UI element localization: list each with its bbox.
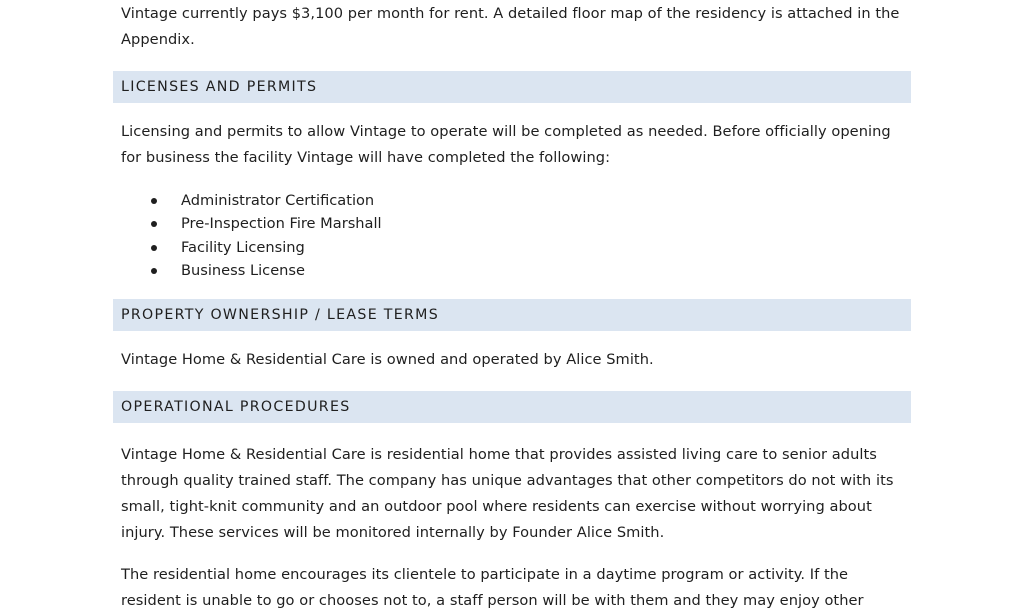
rent-paragraph: Vintage currently pays $3,100 per month for rent. A detailed floor map of the residency is attached in the Appendix. [121, 5, 900, 48]
operations-heading-band [113, 391, 911, 423]
ownership-heading-band [113, 299, 911, 331]
ownership-paragraph: Vintage Home & Residential Care is owned and operated by Alice Smith. [121, 351, 654, 368]
list-item: Pre-Inspection Fire Marshall [121, 212, 382, 235]
operations-paragraph: Vintage Home & Residential Care is residential home that provides assisted living care to senior adults through quality trained staff. The company has unique advantages that other competitors do not with its small, tight-knit community and an outdoor pool where residents can exercise without worrying about injury. These services will be monitored internally by Founder Alice Smith. [121, 446, 894, 541]
licenses-intro-paragraph: Licensing and permits to allow Vintage to operate will be completed as needed. Before officially opening for business the facility Vintage will have completed the following: [121, 123, 891, 166]
ownership-heading: PROPERTY OWNERSHIP / LEASE TERMS [121, 307, 439, 323]
list-item: Business License [121, 259, 382, 282]
list-item: Administrator Certification [121, 189, 382, 212]
licenses-heading-band [113, 71, 911, 103]
licenses-list [121, 189, 382, 282]
operations-heading: OPERATIONAL PROCEDURES [121, 399, 351, 415]
operations-paragraph-2: The residential home encourages its clientele to participate in a daytime program or activity. If the resident is unable to go or chooses not to, a staff person will be with them and they may enjoy other [121, 566, 864, 609]
list-item: Facility Licensing [121, 236, 382, 259]
licenses-heading: LICENSES AND PERMITS [121, 79, 318, 95]
